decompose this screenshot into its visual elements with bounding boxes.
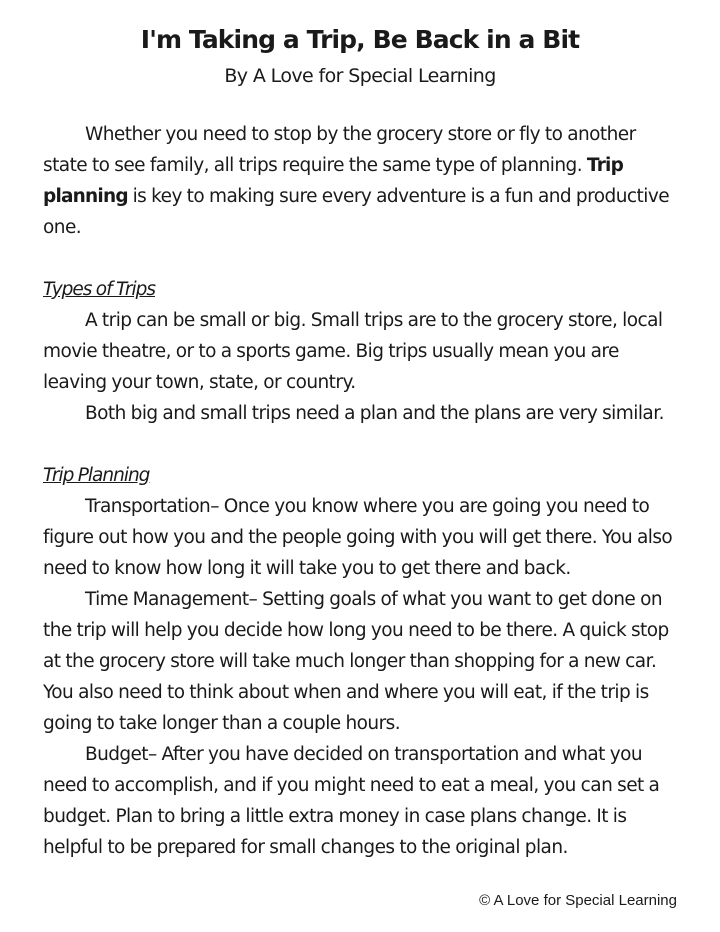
intro-bold-term: Trip planning [43,155,624,207]
copyright-footer: © A Love for Special Learning [479,892,677,909]
types-paragraph-2: Both big and small trips need a plan and the plans are very similar. [85,403,664,424]
intro-text-2: is key to making sure every adventure is a fun and productive one. [43,186,670,238]
planning-item-text: Setting goals of what you want to get done on the trip will help you decide how long you need to be there. A quick stop at the grocery store will take much longer than shopping for a new car. You also need to think about when and where you will eat, if the trip is going to take longer than a couple hours. [43,589,669,734]
planning-item-dash: – [210,496,224,517]
document-body [43,119,683,863]
planning-item-label: Time Management [85,589,249,610]
intro-text-1: Whether you need to stop by the grocery store or fly to another state to see family, all trips require the same type of planning. [43,124,636,176]
planning-item-label: Transportation [85,496,211,517]
planning-item-label: Budget [85,744,148,765]
planning-item-dash: – [248,589,263,610]
planning-item-dash: – [147,744,162,765]
section-heading-types-of-trips: Types of Trips [43,279,155,300]
planning-item-text: After you have decided on transportation and what you need to accomplish, and if you might need to eat a meal, you can set a budget. Plan to bring a little extra money in case plans change. It is helpful to be prepared for small changes to the original plan. [43,744,660,858]
section-heading-trip-planning: Trip Planning [43,465,150,486]
document-title: I'm Taking a Trip, Be Back in a Bit [140,25,580,54]
document-byline: By A Love for Special Learning [224,65,496,87]
planning-item-budget [43,739,683,863]
intro-paragraph [43,119,683,243]
types-paragraph-1: A trip can be small or big. Small trips are to the grocery store, local movie theatre, or to a sports game. Big trips usually mean you are leaving your town, state, or country. [43,310,663,393]
planning-item-text: Once you know where you are going you need to figure out how you and the people going with you will get there. You also need to know how long it will take you to get there and back. [43,496,673,579]
planning-item-transportation [43,491,683,584]
planning-item-time-management [43,584,683,739]
